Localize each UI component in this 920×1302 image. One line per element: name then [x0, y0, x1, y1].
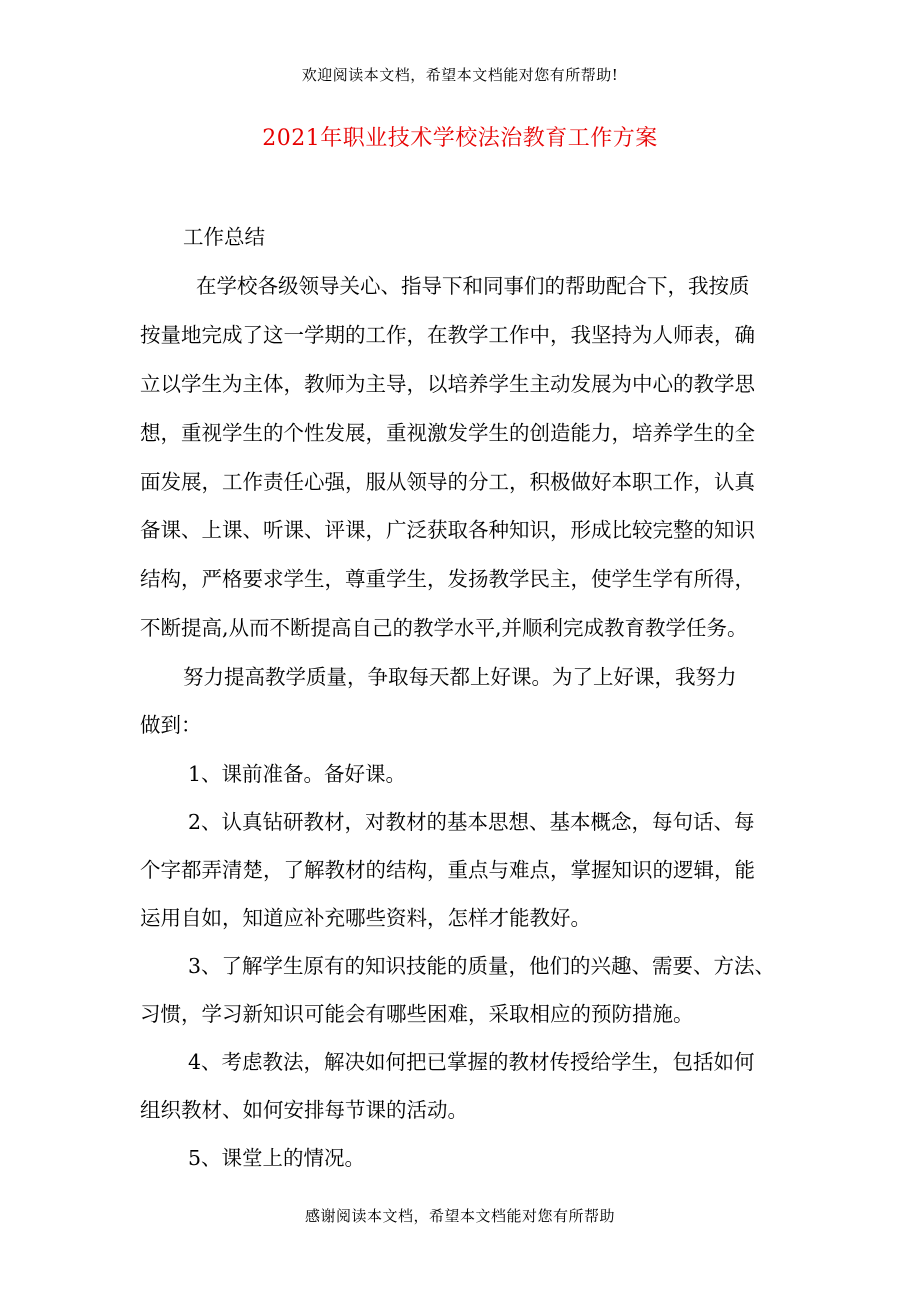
paragraph-line: 面发展，工作责任心强，服从领导的分工，积极做好本职工作，认真 [140, 470, 755, 494]
paragraph-line: 努力提高教学质量，争取每天都上好课。为了上好课，我努力 [183, 665, 737, 689]
list-item: 2、认真钻研教材，对教材的基本思想、基本概念，每句话、每 [188, 810, 755, 834]
paragraph-line: 备课、上课、听课、评课，广泛获取各种知识，形成比较完整的知识 [140, 518, 755, 542]
section-heading: 工作总结 [183, 225, 265, 249]
paragraph-line: 不断提高,从而不断提高自己的教学水平,并顺利完成教育教学任务。 [140, 616, 748, 640]
paragraph-line: 习惯，学习新知识可能会有哪些困难，采取相应的预防措施。 [140, 1002, 694, 1026]
list-item: 4、考虑教法，解决如何把已掌握的教材传授给学生，包括如何 [188, 1050, 755, 1074]
paragraph-line: 组织教材、如何安排每节课的活动。 [140, 1098, 468, 1122]
list-item: 1、课前准备。备好课。 [188, 762, 407, 786]
paragraph-line: 按量地完成了这一学期的工作，在教学工作中，我坚持为人师表，确 [140, 323, 755, 347]
header-note: 欢迎阅读本文档，希望本文档能对您有所帮助! [301, 66, 619, 84]
list-item: 3、了解学生原有的知识技能的质量，他们的兴趣、需要、方法、 [188, 954, 776, 978]
paragraph-line: 运用自如，知道应补充哪些资料，怎样才能教好。 [140, 906, 591, 930]
document-title: 2021年职业技术学校法治教育工作方案 [262, 126, 658, 151]
list-item: 5、课堂上的情况。 [188, 1146, 366, 1170]
paragraph-line: 在学校各级领导关心、指导下和同事们的帮助配合下，我按质 [196, 274, 750, 298]
paragraph-line: 做到： [140, 713, 202, 737]
paragraph-line: 结构，严格要求学生，尊重学生，发扬教学民主，使学生学有所得， [140, 567, 755, 591]
paragraph-line: 立以学生为主体，教师为主导，以培养学生主动发展为中心的教学思 [140, 372, 755, 396]
paragraph-line: 个字都弄清楚，了解教材的结构，重点与难点，掌握知识的逻辑，能 [140, 858, 755, 882]
paragraph-line: 想，重视学生的个性发展，重视激发学生的创造能力，培养学生的全 [140, 421, 755, 445]
footer-note: 感谢阅读本文档，希望本文档能对您有所帮助 [304, 1207, 615, 1225]
